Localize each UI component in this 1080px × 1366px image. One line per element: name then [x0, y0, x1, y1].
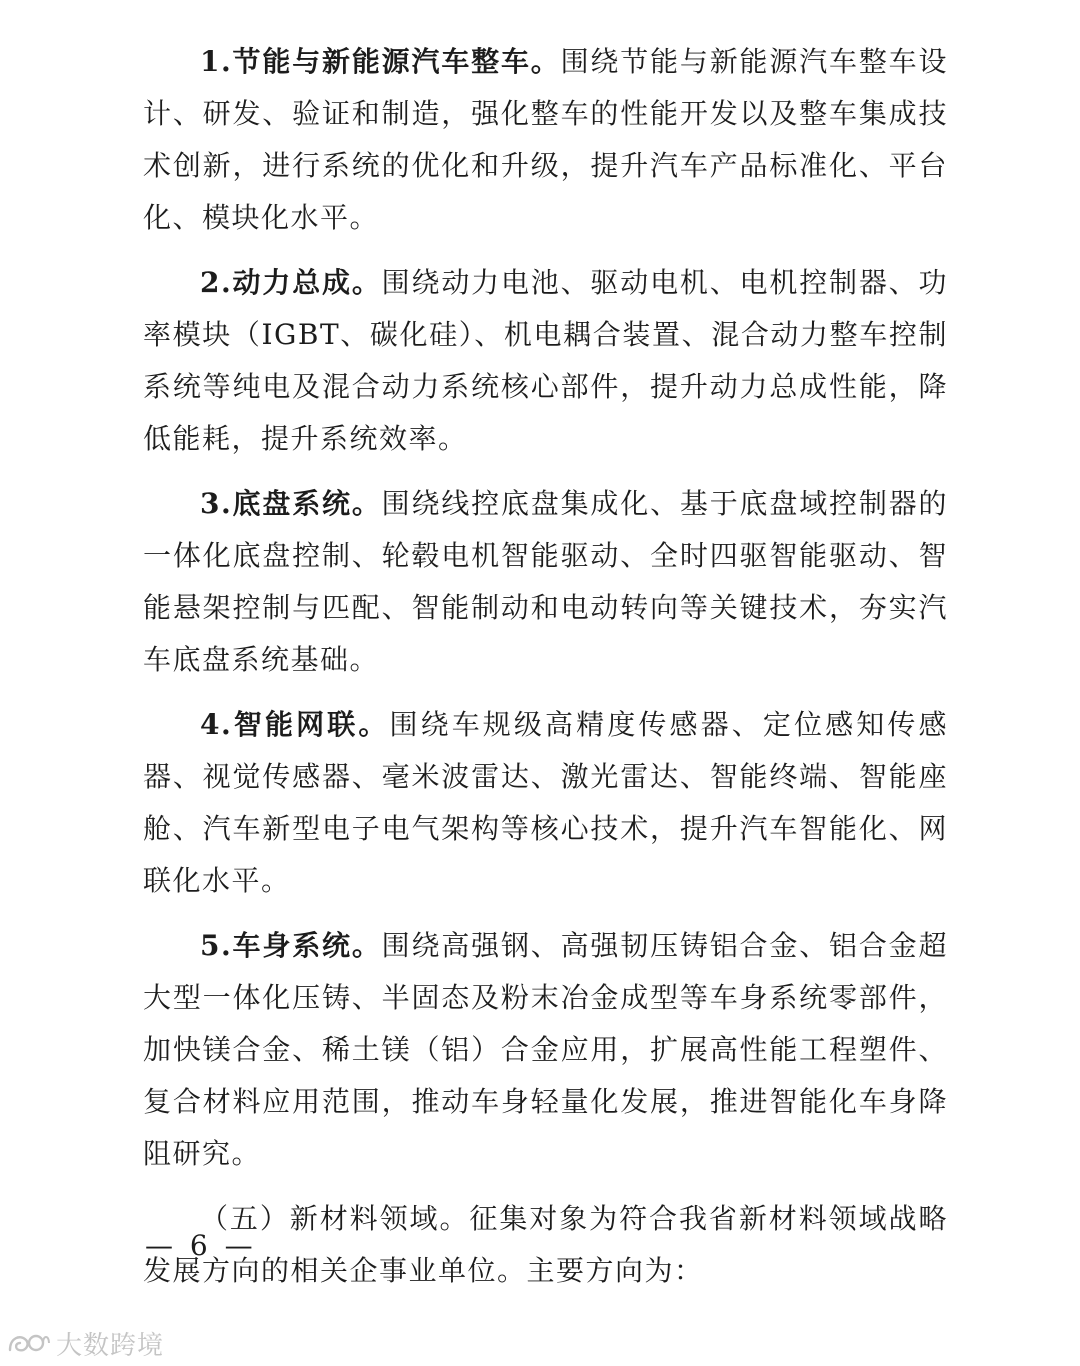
paragraph-vehicle — [143, 36, 948, 244]
paragraph-new-materials — [143, 1193, 948, 1297]
watermark — [6, 1326, 164, 1360]
paragraph-heading: 3.底盘系统。 — [200, 487, 382, 520]
paragraph-text: 围绕高强钢、高强韧压铸铝合金、铝合金超大型一体化压铸、半固态及粉末冶金成型等车身系统零部件，加快镁合金、稀土镁（铝）合金应用，扩展高性能工程塑件、复合材料应用范围，推动车身轻量化发展，推进智能化车身降阻研究。 — [143, 929, 948, 1170]
paragraph-heading: 1.节能与新能源汽车整车。 — [200, 45, 561, 78]
watermark-text: 大数跨境 — [56, 1330, 165, 1361]
dashuju-logo-icon — [6, 1330, 50, 1356]
paragraph-heading: 5.车身系统。 — [200, 929, 382, 962]
paragraph-text: 围绕节能与新能源汽车整车设计、研发、验证和制造，强化整车的性能开发以及整车集成技术创新，进行系统的优化和升级，提升汽车产品标准化、平台化、模块化水平。 — [143, 45, 948, 234]
document-body — [143, 36, 948, 1297]
paragraph-connected — [143, 699, 948, 907]
paragraph-heading: 4.智能网联。 — [200, 708, 390, 741]
paragraph-text: 围绕线控底盘集成化、基于底盘域控制器的一体化底盘控制、轮毂电机智能驱动、全时四驱智能驱动、智能悬架控制与匹配、智能制动和电动转向等关键技术，夯实汽车底盘系统基础。 — [143, 487, 948, 676]
paragraph-heading: 2.动力总成。 — [200, 266, 382, 299]
paragraph-text: 围绕动力电池、驱动电机、电机控制器、功率模块（IGBT、碳化硅）、机电耦合装置、混合动力整车控制系统等纯电及混合动力系统核心部件，提升动力总成性能，降低能耗，提升系统效率。 — [143, 266, 948, 455]
paragraph-text: 围绕车规级高精度传感器、定位感知传感器、视觉传感器、毫米波雷达、激光雷达、智能终端、智能座舱、汽车新型电子电气架构等核心技术，提升汽车智能化、网联化水平。 — [143, 708, 948, 897]
paragraph-body-system — [143, 920, 948, 1180]
paragraph-chassis — [143, 478, 948, 686]
paragraph-powertrain — [143, 257, 948, 465]
paragraph-text: （五）新材料领域。征集对象为符合我省新材料领域战略发展方向的相关企事业单位。主要方向为： — [143, 1202, 948, 1287]
page-number: — 6 — — [145, 1229, 257, 1262]
